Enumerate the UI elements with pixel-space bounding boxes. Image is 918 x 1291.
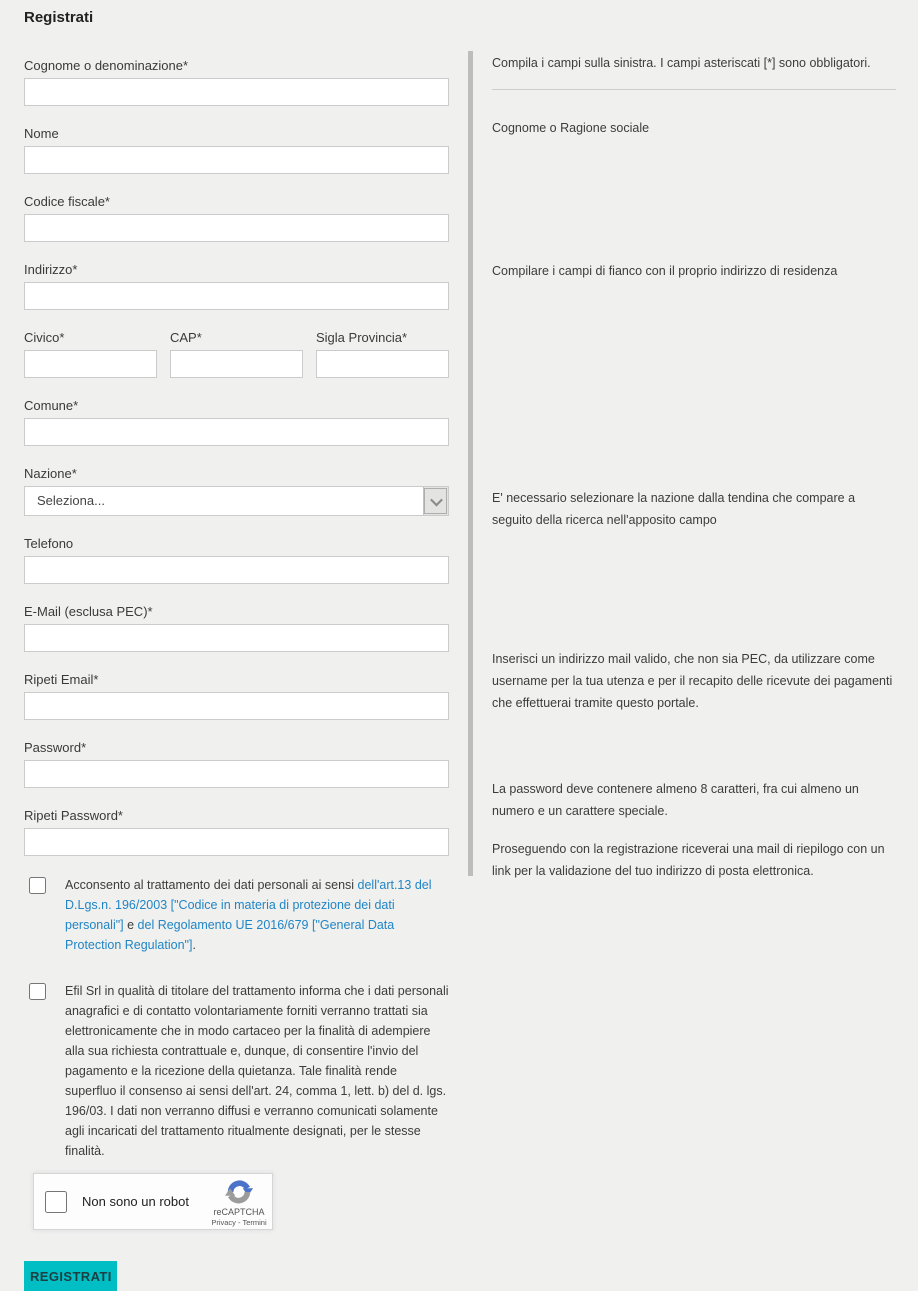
field-ripeti-password bbox=[24, 807, 449, 856]
help-address: Compilare i campi di fianco con il proprio indirizzo di residenza bbox=[492, 264, 838, 278]
nazione-select[interactable] bbox=[24, 486, 449, 516]
nome-input[interactable] bbox=[24, 146, 449, 174]
consent-treatment-row bbox=[24, 981, 449, 1161]
recaptcha-checkbox[interactable] bbox=[45, 1191, 67, 1213]
field-ripeti-email bbox=[24, 671, 449, 720]
consent-treatment-checkbox[interactable] bbox=[29, 983, 46, 1000]
consent-privacy-checkbox[interactable] bbox=[29, 877, 46, 894]
password-input[interactable] bbox=[24, 760, 449, 788]
field-password bbox=[24, 739, 449, 788]
ripeti-email-input[interactable] bbox=[24, 692, 449, 720]
help-nation: E' necessario selezionare la nazione dalla tendina che compare a seguito della ricerca nell'apposito campo bbox=[492, 491, 856, 527]
field-codice-fiscale bbox=[24, 193, 449, 242]
page-title: Registrati bbox=[24, 9, 94, 26]
recaptcha-brand-name: reCAPTCHA bbox=[213, 1207, 265, 1217]
consent-treatment-text: Efil Srl in qualità di titolare del trattamento informa che i dati personali anagrafici e di contatto volontariamente forniti verranno trattati sia elettronicamente che in modo cartaceo per la finalità di adempiere alla sua richiesta contrattuale e, dunque, di consentire l'invio del pagamento e la ricezione della quietanza. Tale finalità rende superfluo il consenso ai sensi dell'art. 24, comma 1, lett. b) del d. lgs. 196/03. I dati non verranno diffusi e verranno comunicati solamente agli incaricati del trattamento ritualmente designati, per le stesse finalità. bbox=[65, 984, 449, 1158]
codice-fiscale-input[interactable] bbox=[24, 214, 449, 242]
privacy-law-link[interactable]: dell'art.13 del D.Lgs.n. 196/2003 ["Codice in materia di protezione dei dati personali"] bbox=[65, 878, 432, 932]
field-cognome bbox=[24, 57, 449, 106]
email-input[interactable] bbox=[24, 624, 449, 652]
gdpr-link[interactable]: del Regolamento UE 2016/679 ["General Data Protection Regulation"] bbox=[65, 918, 395, 952]
recaptcha-brand bbox=[210, 1176, 268, 1227]
civico-input[interactable] bbox=[24, 350, 157, 378]
help-divider bbox=[492, 89, 896, 90]
nazione-selected-value: Seleziona... bbox=[37, 493, 105, 508]
consent-privacy-row bbox=[24, 875, 449, 955]
civico-label: Civico* bbox=[24, 330, 65, 345]
field-indirizzo bbox=[24, 261, 449, 310]
recaptcha-privacy-terms-links[interactable]: Privacy - Termini bbox=[211, 1218, 267, 1227]
field-civico bbox=[24, 329, 157, 378]
field-email bbox=[24, 603, 449, 652]
indirizzo-label: Indirizzo* bbox=[24, 262, 78, 277]
consent-privacy-prefix: Acconsento al trattamento dei dati personali ai sensi bbox=[65, 878, 358, 892]
field-comune bbox=[24, 397, 449, 446]
help-email: Inserisci un indirizzo mail valido, che non sia PEC, da utilizzare come username per la tua utenza e per il recapito delle ricevute dei pagamenti che effettuerai tramite questo portale. bbox=[492, 652, 893, 710]
sigla-provincia-input[interactable] bbox=[316, 350, 449, 378]
column-divider bbox=[468, 51, 473, 876]
comune-label: Comune* bbox=[24, 398, 79, 413]
field-cap bbox=[170, 329, 303, 378]
help-intro: Compila i campi sulla sinistra. I campi asteriscati [*] sono obbligatori. bbox=[492, 56, 871, 70]
cap-label: CAP* bbox=[170, 330, 202, 345]
help-surname: Cognome o Ragione sociale bbox=[492, 121, 650, 135]
codice-fiscale-label: Codice fiscale* bbox=[24, 194, 110, 209]
telefono-input[interactable] bbox=[24, 556, 449, 584]
telefono-label: Telefono bbox=[24, 536, 74, 551]
ripeti-password-label: Ripeti Password* bbox=[24, 808, 123, 823]
password-label: Password* bbox=[24, 740, 87, 755]
field-row-civico-cap-provincia bbox=[24, 329, 449, 378]
sigla-provincia-label: Sigla Provincia* bbox=[316, 330, 408, 345]
field-nome bbox=[24, 125, 449, 174]
cognome-label: Cognome o denominazione* bbox=[24, 58, 189, 73]
email-label: E-Mail (esclusa PEC)* bbox=[24, 604, 153, 619]
recaptcha-label: Non sono un robot bbox=[82, 1194, 189, 1209]
registrati-button[interactable]: REGISTRATI bbox=[24, 1261, 117, 1291]
nome-label: Nome bbox=[24, 126, 59, 141]
help-final: Proseguendo con la registrazione riceverai una mail di riepilogo con un link per la validazione del tuo indirizzo di posta elettronica. bbox=[492, 842, 885, 878]
recaptcha-widget bbox=[33, 1173, 273, 1230]
form-column bbox=[24, 0, 449, 1291]
indirizzo-input[interactable] bbox=[24, 282, 449, 310]
consent-privacy-text bbox=[65, 875, 449, 955]
field-telefono bbox=[24, 535, 449, 584]
nazione-label: Nazione* bbox=[24, 466, 77, 481]
field-sigla-provincia bbox=[316, 329, 449, 378]
consent-privacy-suffix: . bbox=[192, 938, 196, 952]
field-nazione bbox=[24, 465, 449, 516]
consent-privacy-middle: e bbox=[123, 918, 138, 932]
chevron-down-icon bbox=[430, 493, 443, 506]
recaptcha-logo-icon bbox=[224, 1176, 254, 1206]
ripeti-password-input[interactable] bbox=[24, 828, 449, 856]
cognome-input[interactable] bbox=[24, 78, 449, 106]
help-password: La password deve contenere almeno 8 caratteri, fra cui almeno un numero e un carattere speciale. bbox=[492, 782, 859, 818]
ripeti-email-label: Ripeti Email* bbox=[24, 672, 99, 687]
cap-input[interactable] bbox=[170, 350, 303, 378]
nazione-select-arrow-button[interactable] bbox=[423, 487, 448, 515]
comune-input[interactable] bbox=[24, 418, 449, 446]
